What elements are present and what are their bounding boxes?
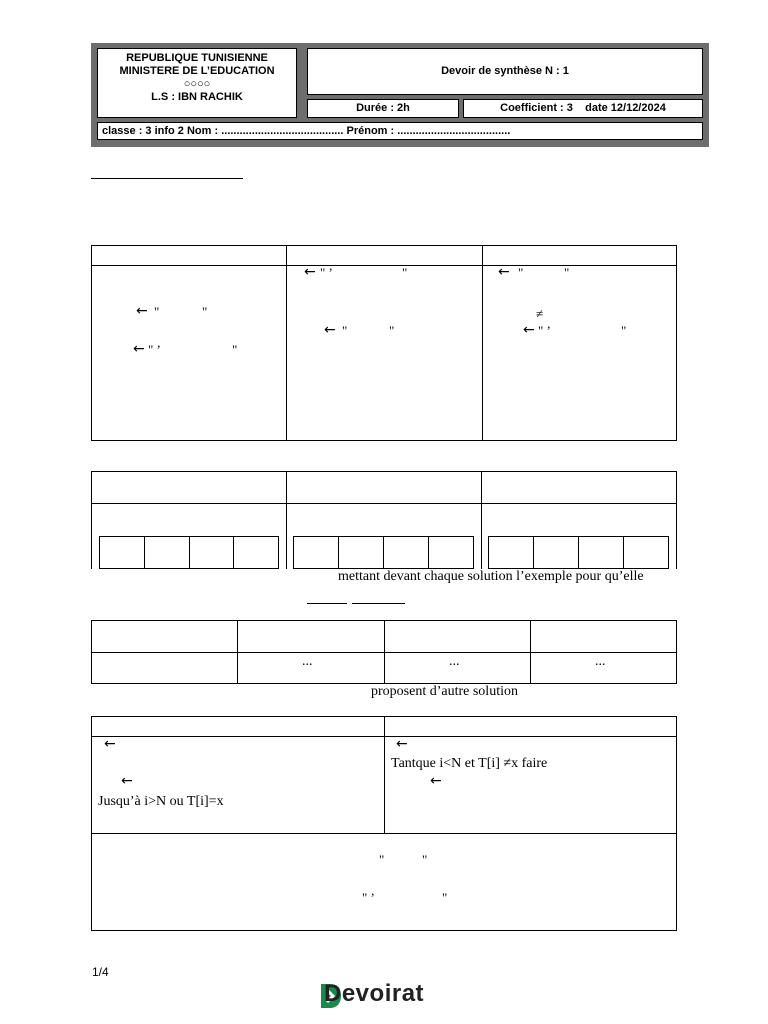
exam-title: Devoir de synthèse N : 1 xyxy=(441,65,569,77)
duration: Durée : 2h xyxy=(356,102,410,114)
quote-mark: " xyxy=(389,323,395,338)
grid-cell[interactable] xyxy=(339,537,384,568)
blank-underline-2 xyxy=(352,603,405,604)
arrow-icon: ← xyxy=(121,773,133,789)
coefficient: Coefficient : 3 xyxy=(500,102,573,114)
grid-cell[interactable] xyxy=(190,537,235,568)
arrow-icon: ← xyxy=(498,264,510,280)
grid-cell[interactable] xyxy=(384,537,429,568)
heading-underline xyxy=(91,178,243,179)
student-info-line: classe : 3 info 2 Nom : ........................................ Prénom : ..................................... xyxy=(102,125,511,137)
grid-cell[interactable] xyxy=(429,537,473,568)
quote-mark: " xyxy=(402,265,408,280)
coefficient-cell xyxy=(463,99,703,118)
arrow-icon: ← xyxy=(304,264,316,280)
ellipsis: ... xyxy=(449,654,460,669)
quote-mark: " xyxy=(518,265,524,280)
grid-cell[interactable] xyxy=(145,537,190,568)
table-2-divider-2 xyxy=(481,471,482,569)
quote-mark: " xyxy=(342,323,348,338)
devoirat-logo xyxy=(319,980,454,1012)
arrow-icon: ← xyxy=(136,303,148,319)
quote-mark: " ’ xyxy=(320,265,333,280)
table-1 xyxy=(91,245,677,441)
table-2-divider-1 xyxy=(286,471,287,569)
header-ministry: MINISTERE DE L’EDUCATION xyxy=(119,65,275,77)
page-number: 1/4 xyxy=(92,965,109,979)
quote-mark: " xyxy=(379,852,385,867)
arrow-icon: ← xyxy=(430,773,442,789)
table-3 xyxy=(91,620,677,684)
quote-mark: " xyxy=(442,890,448,905)
arrow-icon: ← xyxy=(396,736,408,752)
table-2 xyxy=(91,471,677,569)
header-republic: REPUBLIQUE TUNISIENNE xyxy=(126,52,268,64)
exam-title-cell xyxy=(307,48,703,95)
header-ornament: ○○○○ xyxy=(183,78,211,90)
table-1-header-line xyxy=(92,265,676,266)
ellipsis: ... xyxy=(302,654,313,669)
grid-cell[interactable] xyxy=(100,537,145,568)
arrow-icon: ← xyxy=(523,322,535,338)
duration-cell xyxy=(307,99,459,118)
grid-cell[interactable] xyxy=(579,537,624,568)
header-school: L.S : IBN RACHIK xyxy=(151,91,243,103)
exam-date: date 12/12/2024 xyxy=(585,102,666,114)
quote-mark: " ’ xyxy=(148,342,161,357)
loop-condition-left: Jusqu’à i>N ou T[i]=x xyxy=(98,794,224,809)
grid-cell[interactable] xyxy=(234,537,278,568)
quote-mark: " ’ xyxy=(362,890,375,905)
answer-grid-1 xyxy=(99,536,279,569)
grid-cell[interactable] xyxy=(534,537,579,568)
quote-mark: " xyxy=(232,342,238,357)
table-4 xyxy=(91,716,677,931)
arrow-icon: ← xyxy=(324,322,336,338)
table-1-divider-1 xyxy=(286,246,287,440)
instruction-text-1: mettant devant chaque solution l’exemple pour qu’elle xyxy=(338,569,644,584)
quote-mark: " xyxy=(154,304,160,319)
student-info-cell xyxy=(97,122,703,140)
exam-header xyxy=(91,43,709,147)
grid-cell[interactable] xyxy=(624,537,668,568)
table-3-divider-1 xyxy=(237,621,238,683)
table-2-header-line xyxy=(91,503,677,504)
quote-mark: " xyxy=(621,323,627,338)
grid-cell[interactable] xyxy=(294,537,339,568)
quote-mark: " ’ xyxy=(538,323,551,338)
quote-mark: " xyxy=(202,304,208,319)
loop-condition-right: Tantque i<N et T[i] ≠x faire xyxy=(391,756,548,771)
blank-underline-1 xyxy=(307,603,347,604)
table-4-divider xyxy=(384,717,385,834)
ellipsis: ... xyxy=(595,654,606,669)
table-3-divider-3 xyxy=(530,621,531,683)
header-left-cell xyxy=(97,48,297,118)
quote-mark: " xyxy=(564,265,570,280)
logo-text: Devoirat xyxy=(324,980,425,1007)
answer-grid-2 xyxy=(293,536,474,569)
arrow-icon: ← xyxy=(133,341,145,357)
table-3-divider-2 xyxy=(384,621,385,683)
grid-cell[interactable] xyxy=(489,537,534,568)
table-1-divider-2 xyxy=(482,246,483,440)
not-equal-sign: ≠ xyxy=(536,306,544,321)
arrow-icon: ← xyxy=(104,736,116,752)
quote-mark: " xyxy=(422,852,428,867)
answer-grid-3 xyxy=(488,536,669,569)
instruction-text-2: proposent d’autre solution xyxy=(371,684,518,699)
